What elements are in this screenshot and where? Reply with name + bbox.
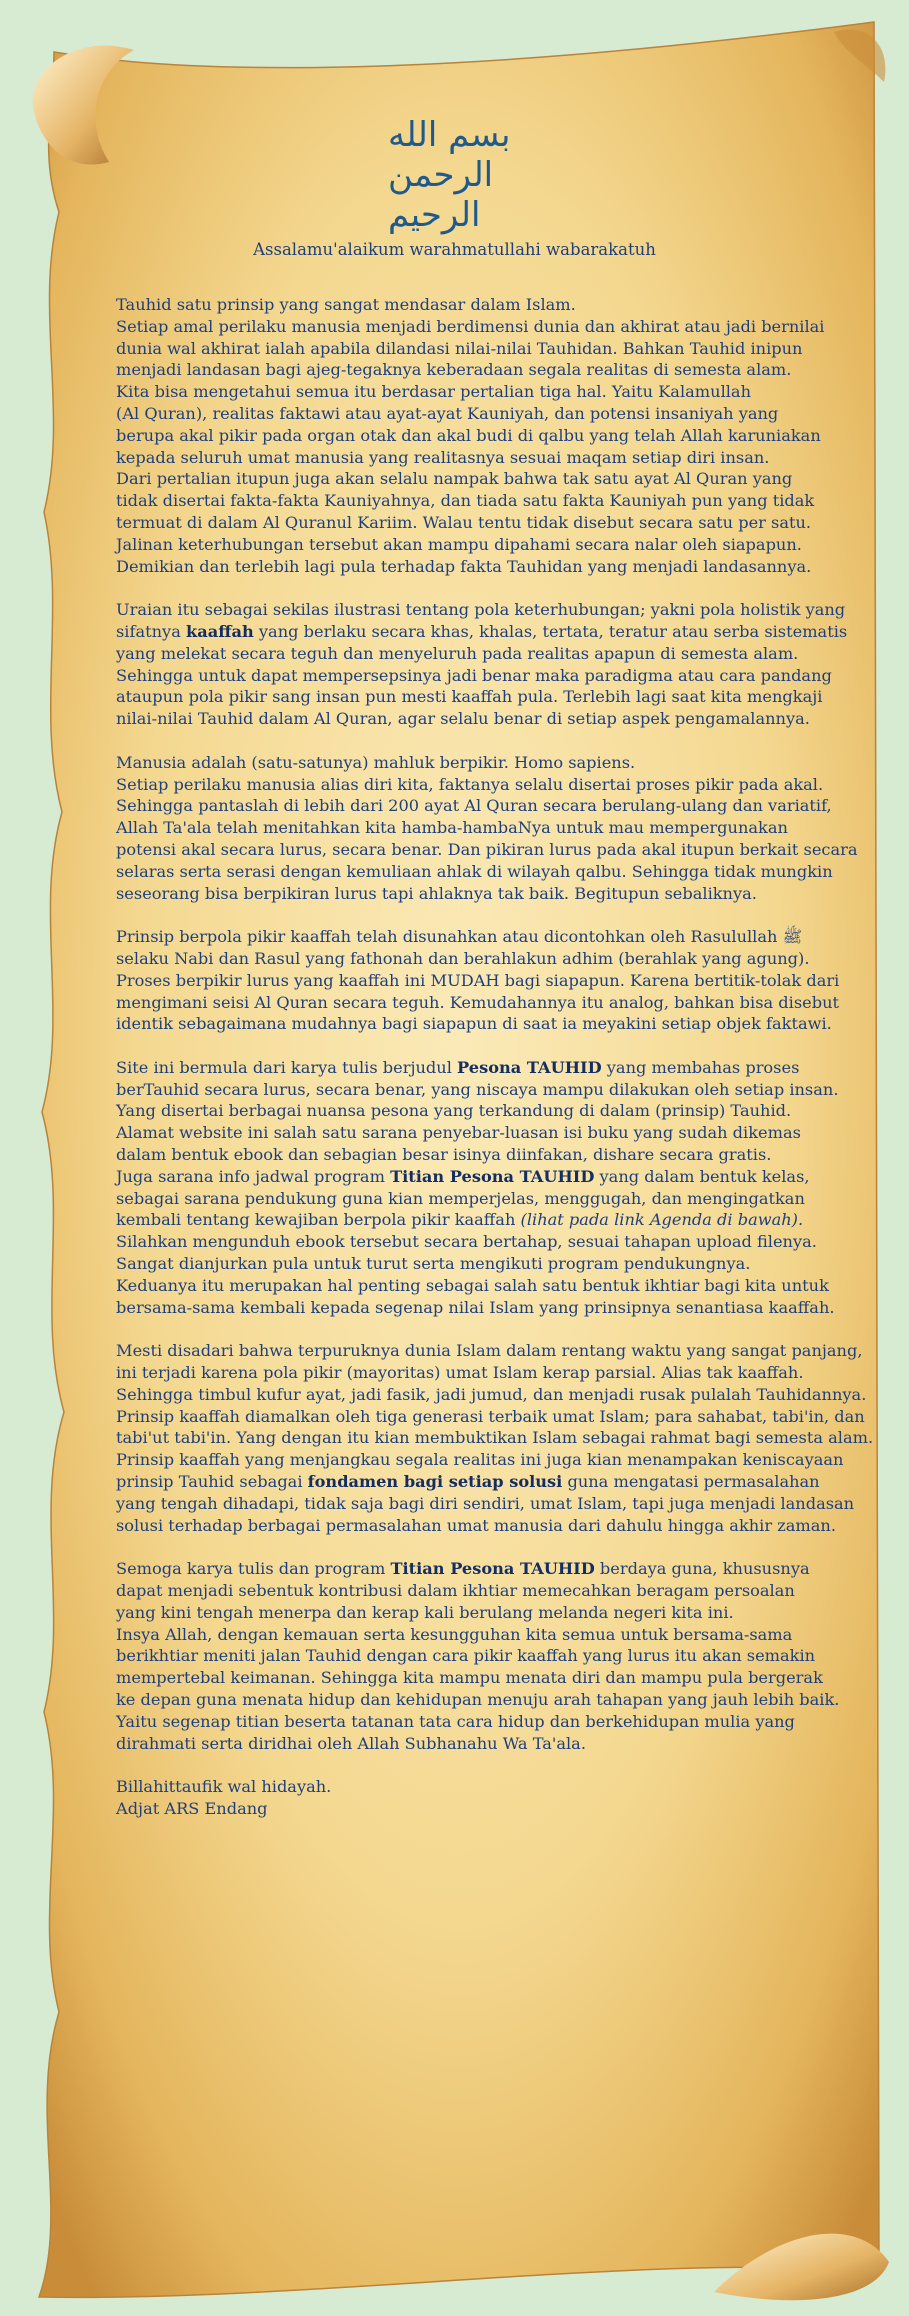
paragraph-line: Sangat dianjurkan pula untuk turut serta mengikuti program pendukungnya.: [116, 1254, 751, 1274]
paragraph-line: berupa akal pikir pada organ otak dan akal budi di qalbu yang telah Allah karuniakan: [116, 425, 821, 445]
paragraph: [116, 1776, 856, 1820]
paragraph-line: sifatnya kaaffah yang berlaku secara khas, khalas, tertata, teratur atau serba sistematis: [116, 621, 848, 641]
paragraph-line: prinsip Tauhid sebagai fondamen bagi setiap solusi guna mengatasi permasalahan: [116, 1472, 820, 1492]
paragraph-line: Silahkan mengunduh ebook tersebut secara bertahap, sesuai tahapan upload filenya.: [116, 1232, 817, 1252]
paragraph-line: potensi akal secara lurus, secara benar. Dan pikiran lurus pada akal itupun berkait secara: [116, 839, 858, 859]
paragraph-line: Yaitu segenap titian beserta tatanan tata cara hidup dan berkehidupan mulia yang: [116, 1711, 795, 1731]
paragraph-line: Billahittaufik wal hidayah.: [116, 1777, 332, 1797]
paragraph-line: Insya Allah, dengan kemauan serta kesungguhan kita semua untuk bersama-sama: [116, 1624, 793, 1644]
paragraph-line: Jalinan keterhubungan tersebut akan mampu dipahami secara nalar oleh siapapun.: [116, 534, 802, 554]
paragraph-line: Mesti disadari bahwa terpuruknya dunia Islam dalam rentang waktu yang sangat panjang,: [116, 1341, 863, 1361]
paragraph-line: Manusia adalah (satu-satunya) mahluk berpikir. Homo sapiens.: [116, 752, 636, 772]
paragraph-line: dapat menjadi sebentuk kontribusi dalam ikhtiar memecahkan beragam persoalan: [116, 1581, 795, 1601]
paragraph-line: mempertebal keimanan. Sehingga kita mampu menata diri dan mampu pula bergerak: [116, 1668, 823, 1688]
paragraph-line: Site ini bermula dari karya tulis berjudul Pesona TAUHID yang membahas proses: [116, 1057, 800, 1077]
paragraph-line: berikhtiar meniti jalan Tauhid dengan cara pikir kaaffah yang lurus itu akan semakin: [116, 1646, 816, 1666]
greeting-heading: Assalamu'alaikum warahmatullahi wabarakatuh: [253, 240, 656, 259]
paragraph-line: berTauhid secara lurus, secara benar, yang niscaya mampu dilakukan oleh setiap insan.: [116, 1079, 839, 1099]
paragraph-line: Tauhid satu prinsip yang sangat mendasar dalam Islam.: [116, 295, 576, 314]
paragraph: [116, 926, 856, 1035]
paragraph-line: Prinsip berpola pikir kaaffah telah disunahkan atau dicontohkan oleh Rasulullah ﷺ: [116, 927, 803, 947]
paragraph-line: Yang disertai berbagai nuansa pesona yang terkandung di dalam (prinsip) Tauhid.: [116, 1101, 792, 1121]
paragraph-line: tabi'ut tabi'in. Yang dengan itu kian membuktikan Islam sebagai rahmat bagi semesta alam.: [116, 1428, 874, 1448]
paragraph-line: menjadi landasan bagi ajeg-tegaknya keberadaan segala realitas di semesta alam.: [116, 360, 792, 380]
paragraph-line: ataupun pola pikir sang insan pun mesti kaaffah pula. Terlebih lagi saat kita mengkaji: [116, 687, 823, 707]
paragraph-line: Prinsip kaaffah diamalkan oleh tiga generasi terbaik umat Islam; para sahabat, tabi'in, dan: [116, 1406, 865, 1426]
paragraph-line: selaras serta serasi dengan kemuliaan ahlak di wilayah qalbu. Sehingga tidak mungkin: [116, 861, 833, 881]
paragraph: [116, 294, 856, 577]
paragraph-line: Sehingga pantaslah di lebih dari 200 ayat Al Quran secara berulang-ulang dan variatif,: [116, 796, 832, 816]
paragraph-line: ini terjadi karena pola pikir (mayoritas) umat Islam kerap parsial. Alias tak kaaffah.: [116, 1363, 804, 1383]
paragraph: [116, 1558, 856, 1754]
paragraph-line: Uraian itu sebagai sekilas ilustrasi tentang pola keterhubungan; yakni pola holistik yang: [116, 600, 846, 620]
paragraph-line: Semoga karya tulis dan program Titian Pesona TAUHID berdaya guna, khususnya: [116, 1559, 810, 1579]
paragraph-line: mengimani seisi Al Quran secara teguh. Kemudahannya itu analog, bahkan bisa disebut: [116, 992, 840, 1012]
paragraph-line: Setiap amal perilaku manusia menjadi berdimensi dunia dan akhirat atau jadi bernilai: [116, 316, 825, 336]
paragraph-line: Kita bisa mengetahui semua itu berdasar pertalian tiga hal. Yaitu Kalamullah: [116, 382, 751, 402]
paragraph-line: yang melekat secara teguh dan menyeluruh pada realitas apapun di semesta alam.: [116, 643, 799, 663]
paragraph-line: selaku Nabi dan Rasul yang fathonah dan berahlakun adhim (berahlak yang agung).: [116, 948, 810, 968]
paragraph: [116, 1340, 874, 1536]
paragraph-line: Juga sarana info jadwal program Titian Pesona TAUHID yang dalam bentuk kelas,: [116, 1166, 810, 1186]
paragraph-line: tidak disertai fakta-fakta Kauniyahnya, dan tiada satu fakta Kauniyah pun yang tidak: [116, 491, 815, 511]
paragraph-line: Dari pertalian itupun juga akan selalu nampak bahwa tak satu ayat Al Quran yang: [116, 469, 793, 489]
paragraph-line: Alamat website ini salah satu sarana penyebar-luasan isi buku yang sudah dikemas: [116, 1123, 801, 1143]
paragraph: [116, 752, 856, 905]
paragraph-line: dirahmati serta diridhai oleh Allah Subhanahu Wa Ta'ala.: [116, 1733, 586, 1753]
paragraph-line: Prinsip kaaffah yang menjangkau segala realitas ini juga kian menampakan keniscayaan: [116, 1450, 844, 1470]
paragraph-line: (Al Quran), realitas faktawi atau ayat-ayat Kauniyah, dan potensi insaniyah yang: [116, 403, 779, 423]
paragraph-line: dunia wal akhirat ialah apabila dilandasi nilai-nilai Tauhidan. Bahkan Tauhid inipun: [116, 338, 803, 358]
bismillah-calligraphy: بسم الله الرحمن الرحيم: [388, 115, 511, 235]
paragraph: [116, 1057, 856, 1319]
article-body: [116, 294, 874, 1842]
paragraph-line: identik sebagaimana mudahnya bagi siapapun di saat ia meyakini setiap objek faktawi.: [116, 1014, 832, 1034]
paragraph-line: kembali tentang kewajiban berpola pikir kaaffah (lihat pada link Agenda di bawah).: [116, 1210, 804, 1230]
paragraph-line: Demikian dan terlebih lagi pula terhadap fakta Tauhidan yang menjadi landasannya.: [116, 556, 812, 576]
paragraph-line: kepada seluruh umat manusia yang realitasnya sesuai maqam setiap diri insan.: [116, 447, 770, 467]
paragraph-line: dalam bentuk ebook dan sebagian besar isinya diinfakan, dishare secara gratis.: [116, 1145, 772, 1165]
paragraph-line: Allah Ta'ala telah menitahkan kita hamba-hambaNya untuk mau mempergunakan: [116, 818, 788, 838]
paragraph-line: ke depan guna menata hidup dan kehidupan menuju arah tahapan yang jauh lebih baik.: [116, 1690, 840, 1709]
paragraph-line: termuat di dalam Al Quranul Kariim. Walau tentu tidak disebut secara satu per satu.: [116, 512, 812, 532]
paragraph-line: sebagai sarana pendukung guna kian memperjelas, menggugah, dan mengingatkan: [116, 1188, 805, 1208]
paragraph-line: Proses berpikir lurus yang kaaffah ini MUDAH bagi siapapun. Karena bertitik-tolak dari: [116, 970, 840, 990]
paragraph-line: Sehingga timbul kufur ayat, jadi fasik, jadi jumud, dan menjadi rusak pulalah Tauhidannya.: [116, 1384, 867, 1404]
paragraph-line: Adjat ARS Endang: [116, 1798, 268, 1818]
paragraph-line: Keduanya itu merupakan hal penting sebagai salah satu bentuk ikhtiar bagi kita untuk: [116, 1275, 829, 1295]
paragraph-line: bersama-sama kembali kepada segenap nilai Islam yang prinsipnya senantiasa kaaffah.: [116, 1297, 835, 1317]
paragraph-line: Sehingga untuk dapat mempersepsinya jadi benar maka paradigma atau cara pandang: [116, 665, 832, 685]
paragraph-line: yang tengah dihadapi, tidak saja bagi diri sendiri, umat Islam, tapi juga menjadi landasan: [116, 1493, 855, 1513]
paragraph-line: nilai-nilai Tauhid dalam Al Quran, agar selalu benar di setiap aspek pengamalannya.: [116, 709, 810, 729]
paragraph: [116, 599, 856, 730]
paragraph-line: yang kini tengah menerpa dan kerap kali berulang melanda negeri kita ini.: [116, 1602, 734, 1622]
paragraph-line: seseorang bisa berpikiran lurus tapi ahlaknya tak baik. Begitupun sebaliknya.: [116, 883, 757, 903]
paragraph-line: Setiap perilaku manusia alias diri kita, faktanya selalu disertai proses pikir pada akal.: [116, 774, 824, 794]
paragraph-line: solusi terhadap berbagai permasalahan umat manusia dari dahulu hingga akhir zaman.: [116, 1515, 836, 1535]
